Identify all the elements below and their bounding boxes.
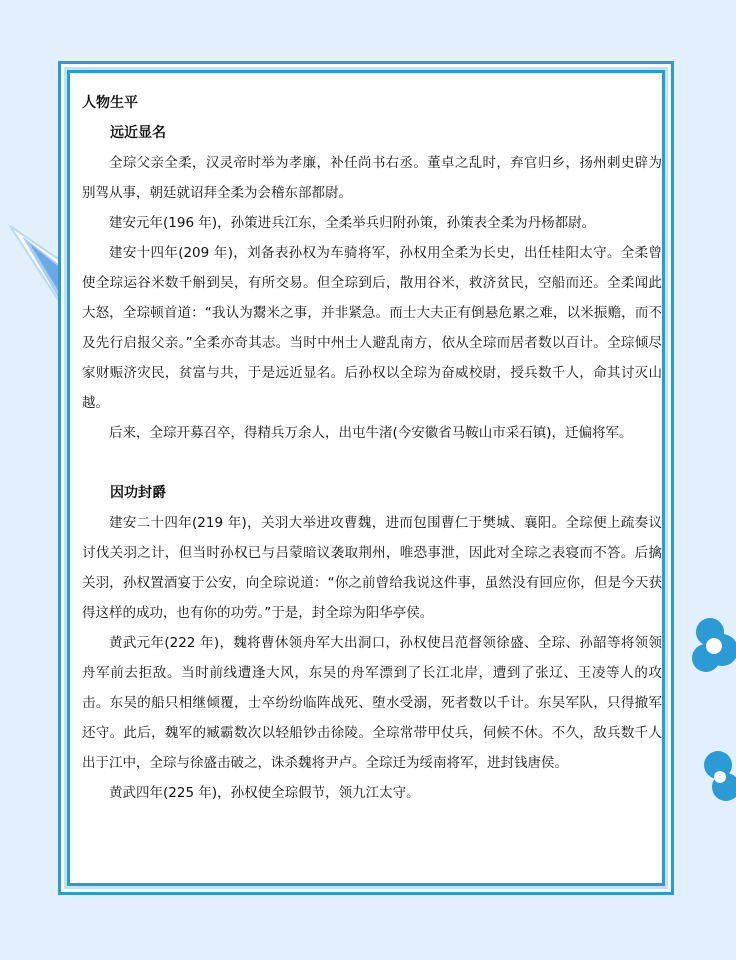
subsection-title-merit: 因功封爵 [110, 485, 166, 501]
section-title: 人物生平 [82, 95, 138, 111]
section-gap [82, 448, 662, 478]
paragraph: 建安二十四年(219 年)，关羽大举进攻曹魏，进而包围曹仁于樊城、襄阳。全琮便上疏奏议讨伐关羽之计，但当时孙权已与吕蒙暗议袭取荆州，唯恐事泄，因此对全琮之表寝而不答。后擒关羽，孙权置酒宴于公安，向全琮说道：“你之前曾给我说这件事，虽然没有回应你，但是今天获得这样的成功，也有你的功劳。”于是，封全琮为阳华亭侯。 [82, 515, 662, 621]
document-content [82, 88, 662, 808]
paragraph: 建安十四年(209 年)，刘备表孙权为车骑将军，孙权用全柔为长史，出任桂阳太守。全柔曾使全琮运谷米数千斛到吴，有所交易。但全琮到后，散用谷米，救济贫民，空船而还。全柔闻此大怒，全琮顿首道：“我认为鬻米之事，并非紧急。而士大夫正有倒悬危累之难，以米振赡，而不及先行启报父亲。”全柔亦奇其志。当时中州士人避乱南方，依从全琮而居者数以百计。全琮倾尽家财赈济灾民，贫富与共，于是远近显名。后孙权以全琮为奋威校尉，授兵数千人，命其讨灭山越。 [82, 245, 662, 411]
subsection-title-fame: 远近显名 [110, 125, 166, 141]
paragraph: 黄武元年(222 年)，魏将曹休领舟军大出洞口，孙权使吕范督领徐盛、全琮、孙韶等将领领舟军前去拒敌。当时前线遭逢大风，东吴的舟军漂到了长江北岸，遭到了张辽、王凌等人的攻击。东吴的船只相继倾覆，士卒纷纷临阵战死、堕水受溺，死者数以千计。东吴军队，只得撤军还守。此后，魏军的臧霸数次以轻船钞击徐陵。全琮常带甲仗兵，伺候不休。不久，敌兵数千人出于江中，全琮与徐盛击破之，诛杀魏将尹卢。全琮迁为绥南将军，进封钱唐侯。 [82, 635, 662, 771]
cloud-decoration-upper [676, 612, 736, 682]
paragraph: 全琮父亲全柔，汉灵帝时举为孝廉，补任尚书右丞。董卓之乱时，弃官归乡，扬州刺史辟为别驾从事，朝廷就诏拜全柔为会稽东部都尉。 [82, 155, 662, 201]
paragraph: 后来，全琮开募召卒，得精兵万余人，出屯牛渚(今安徽省马鞍山市采石镇)，迁偏将军。 [109, 425, 633, 441]
cloud-decoration-lower [676, 745, 736, 815]
paragraph: 黄武四年(225 年)，孙权使全琮假节，领九江太守。 [109, 785, 420, 801]
paragraph: 建安元年(196 年)，孙策进兵江东，全柔举兵归附孙策，孙策表全柔为丹杨都尉。 [109, 215, 596, 231]
